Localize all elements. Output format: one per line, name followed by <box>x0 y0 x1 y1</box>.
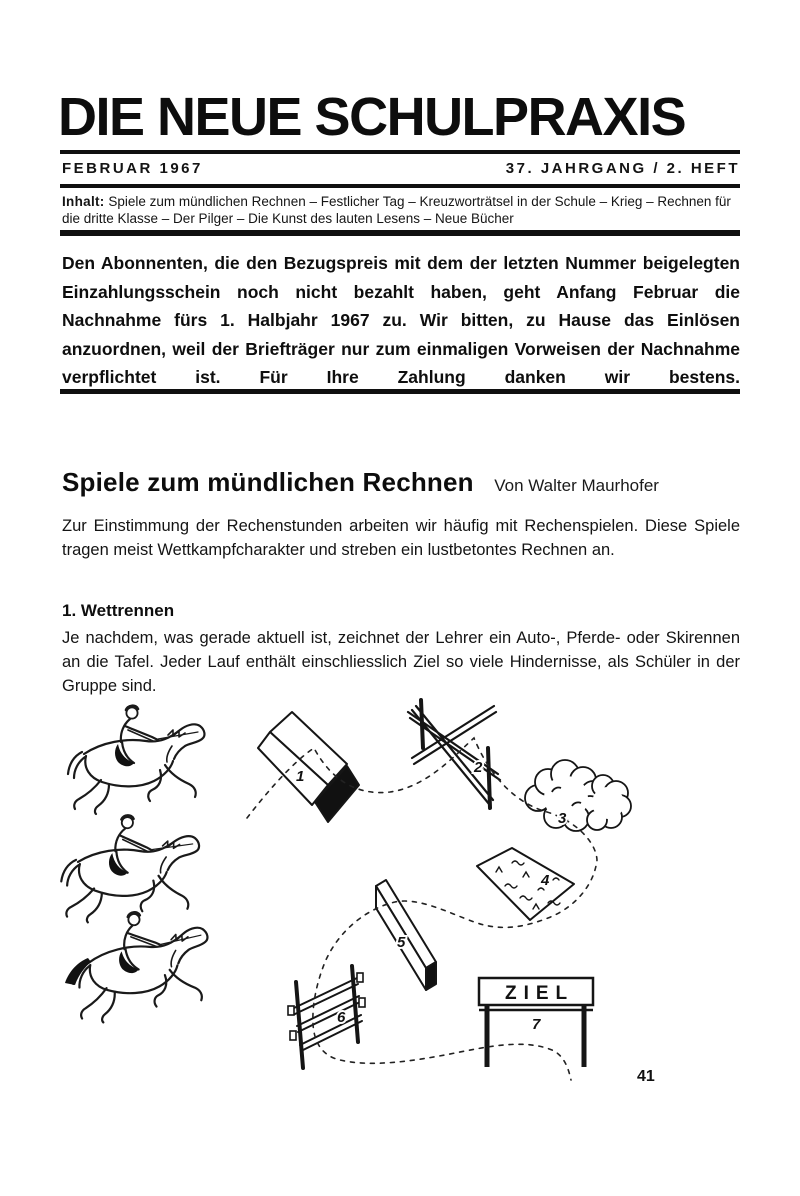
obstacle-3-number: 3 <box>558 810 567 827</box>
obstacle-6-rail-fence <box>288 966 365 1068</box>
race-course-illustration <box>60 690 740 1090</box>
obstacle-7-number: 7 <box>532 1016 541 1033</box>
subscriber-notice: Den Abonnenten, die den Bezugspreis mit dem der letzten Nummer beigelegten Einzahlungsschein noch nicht bezahlt haben, geht Anfang Februar die Nachnahme fürs 1. Halbjahr 1967 zu. Wir bitten, zu Hause das Einlösen anzuordnen, weil der Briefträger nur zum einmaligen Vorweisen der Nachnahme verpflichtet ist. Für Ihre Zahlung danken wir bestens. <box>62 253 740 387</box>
contents-text: Spiele zum mündlichen Rechnen – Festlicher Tag – Kreuzworträtsel in der Schule – Krieg – Rechnen für die dritte Klasse – Der Pilger – Die Kunst des lauten Lesens – Neue Bücher <box>62 194 731 226</box>
horse-rider-3 <box>65 909 212 1024</box>
dateline <box>62 160 740 177</box>
finish-banner-label: ZIEL <box>505 983 575 1004</box>
section-heading: 1. Wettrennen <box>62 601 175 620</box>
rule-under-masthead <box>60 150 740 154</box>
masthead-title: DIE NEUE SCHULPRAXIS <box>58 87 686 147</box>
horse-rider-1 <box>68 706 204 814</box>
page-number: 41 <box>637 1068 655 1085</box>
horse-rider-2 <box>60 813 200 926</box>
rule-under-dateline <box>60 184 740 188</box>
contents-label: Inhalt: <box>62 194 105 209</box>
issue-volume: 37. JAHRGANG / 2. HEFT <box>505 160 740 177</box>
obstacle-5-number: 5 <box>397 934 406 951</box>
article-byline: Von Walter Maurhofer <box>494 476 659 495</box>
obstacle-4-number: 4 <box>541 872 550 889</box>
article-title: Spiele zum mündlichen Rechnen <box>62 467 474 497</box>
obstacle-4-grass-patch <box>477 848 574 920</box>
article-title-row <box>62 467 740 498</box>
article-intro: Zur Einstimmung der Rechenstunden arbeiten wir häufig mit Rechenspielen. Diese Spiele tragen meist Wettkampfcharakter und streben ein lustbetontes Rechnen an. <box>62 517 740 559</box>
issue-date: FEBRUAR 1967 <box>62 160 203 177</box>
contents-line <box>62 193 740 227</box>
obstacle-5-beam <box>376 880 436 990</box>
obstacle-2-cross-rails <box>408 700 500 808</box>
black-tail <box>65 958 91 985</box>
rule-under-contents <box>60 230 740 236</box>
obstacle-2-number: 2 <box>474 759 483 776</box>
obstacle-1-number: 1 <box>296 768 305 785</box>
rule-under-notice <box>60 389 740 394</box>
obstacle-3-bush <box>525 760 631 831</box>
obstacle-6-number: 6 <box>337 1009 346 1026</box>
section-body: Je nachdem, was gerade aktuell ist, zeichnet der Lehrer ein Auto-, Pferde- oder Skirennen an die Tafel. Jeder Lauf enthält einschliesslich Ziel so viele Hindernisse, als Schüler in der Gruppe sind. <box>62 629 740 695</box>
obstacle-1-block <box>258 712 359 822</box>
